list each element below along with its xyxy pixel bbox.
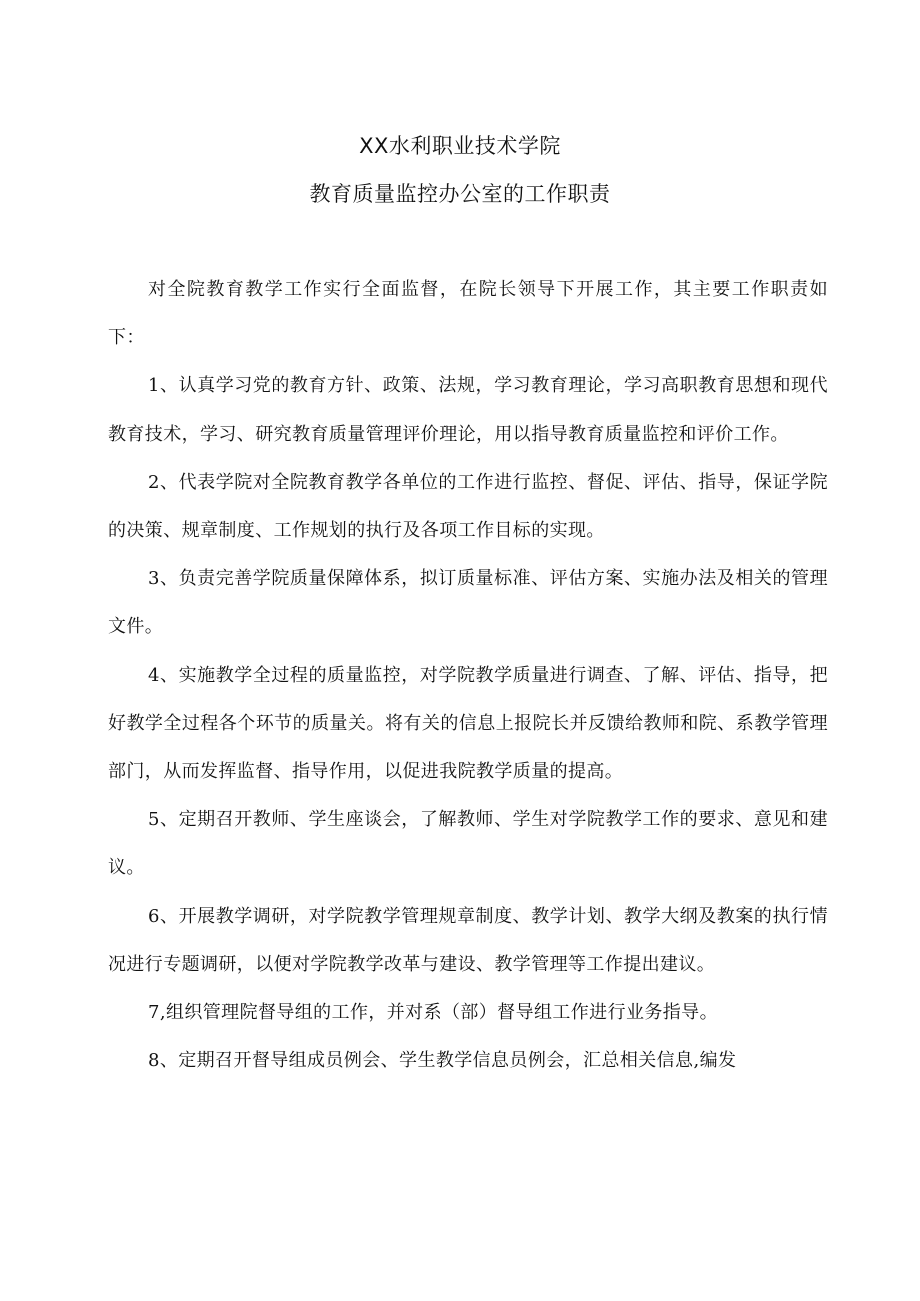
document-title-line-2: 教育质量监控办公室的工作职责 (309, 182, 611, 206)
paragraph-item-2: 2、代表学院对全院教育教学各单位的工作进行监控、督促、评估、指导，保证学院的决策、规章制度、工作规划的执行及各项工作目标的实现。 (108, 471, 828, 542)
paragraph-item-5: 5、定期召开教师、学生座谈会，了解教师、学生对学院教学工作的要求、意见和建议。 (108, 809, 828, 879)
paragraph-item-6: 6、开展教学调研，对学院教学管理规章制度、教学计划、教学大纲及教案的执行情况进行专题调研，以便对学院教学改革与建设、教学管理等工作提出建议。 (108, 905, 828, 975)
paragraph-intro: 对全院教育教学工作实行全面监督，在院长领导下开展工作，其主要工作职责如下： (108, 279, 828, 349)
document-body (108, 266, 828, 1085)
paragraph-item-4: 4、实施教学全过程的质量监控，对学院教学质量进行调查、了解、评估、指导，把好教学全过程各个环节的质量关。将有关的信息上报院长并反馈给教师和院、系教学管理部门，从而发挥监督、指导作用，以促进我院教学质量的提高。 (108, 664, 828, 783)
paragraph-item-7: 7,组织管理院督导组的工作，并对系（部）督导组工作进行业务指导。 (148, 1002, 718, 1024)
document-title-line-1: XX水利职业技术学院 (359, 134, 561, 158)
paragraph-item-8: 8、定期召开督导组成员例会、学生教学信息员例会，汇总相关信息,编发 (148, 1050, 737, 1072)
paragraph-item-1: 1、认真学习党的教育方针、政策、法规，学习教育理论，学习高职教育思想和现代教育技术，学习、研究教育质量管理评价理论，用以指导教育质量监控和评价工作。 (108, 375, 828, 445)
paragraph-item-3: 3、负责完善学院质量保障体系，拟订质量标准、评估方案、实施办法及相关的管理文件。 (108, 568, 828, 638)
